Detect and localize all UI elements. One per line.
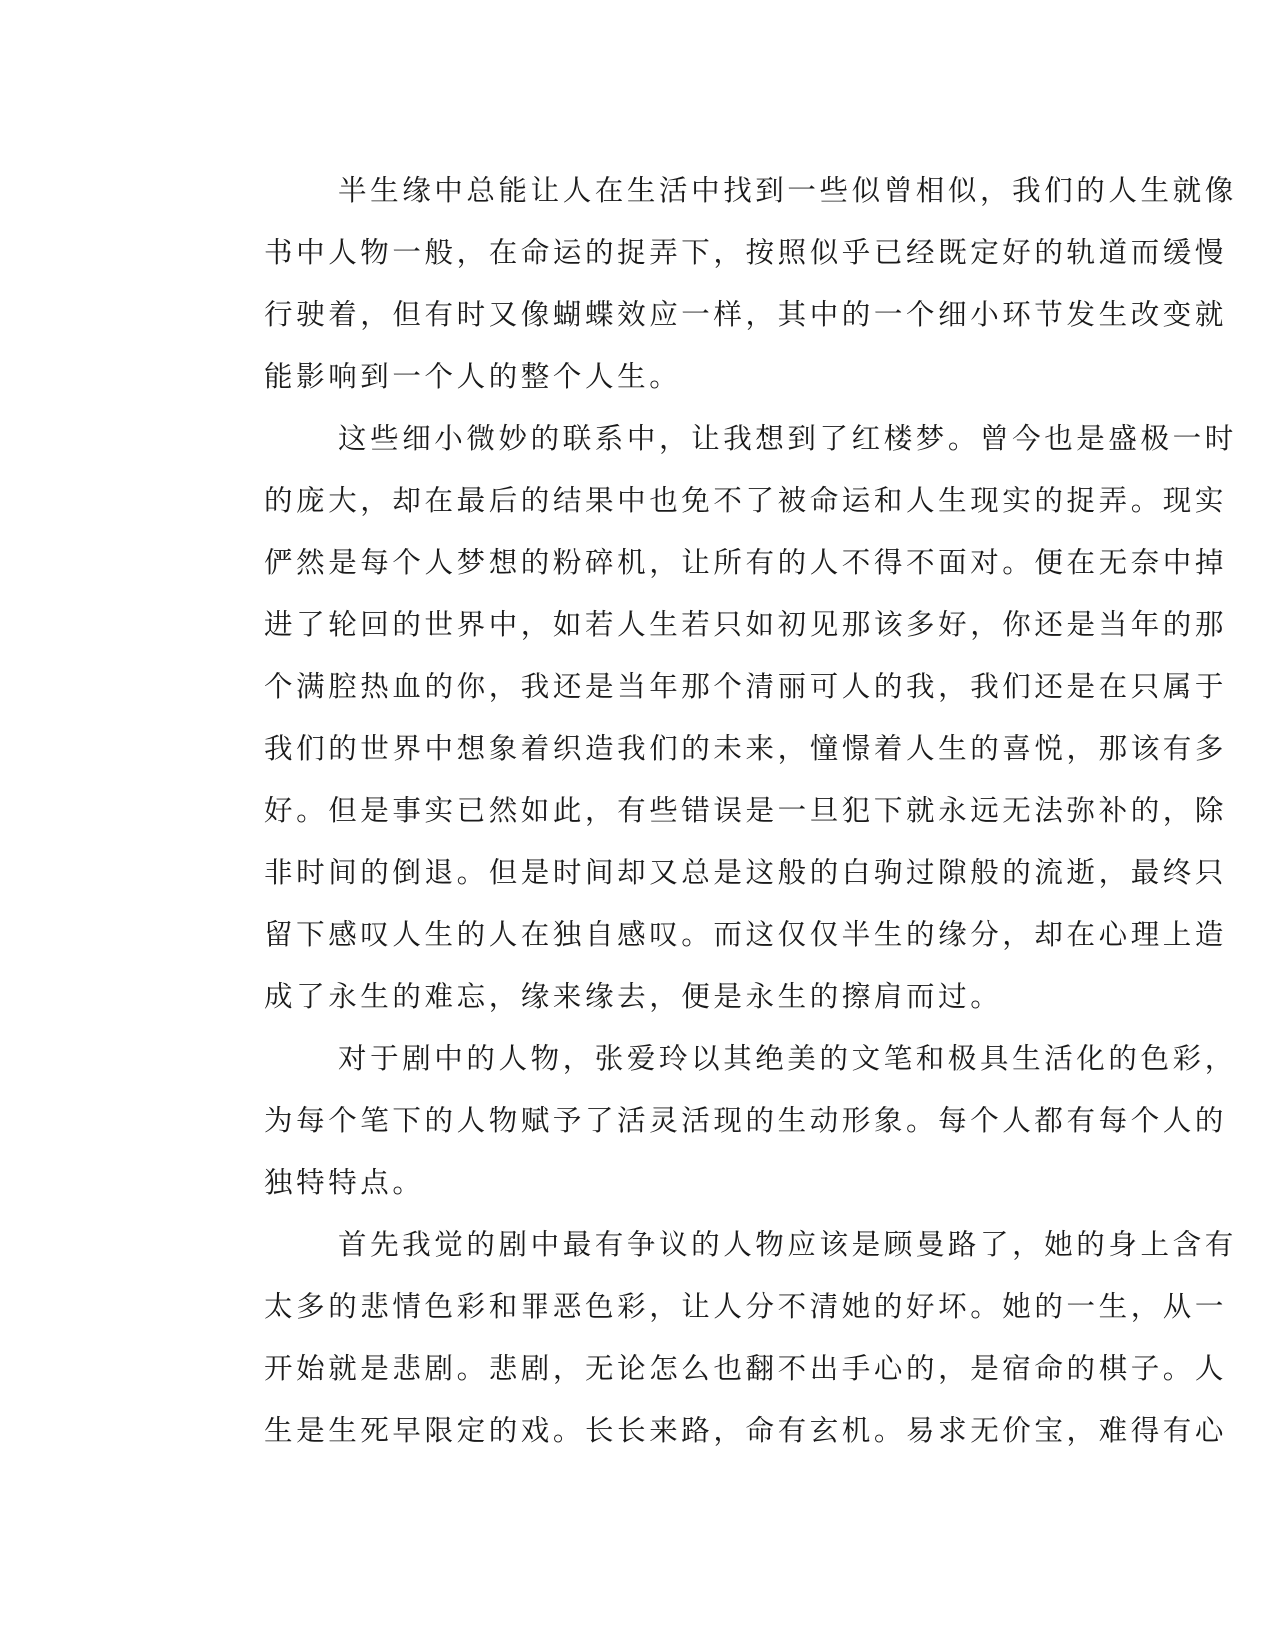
text-line: 太多的悲情色彩和罪恶色彩，让人分不清她的好坏。她的一生，从一 [264, 1290, 1228, 1323]
paragraph-1 [190, 160, 1237, 408]
text-line: 个满腔热血的你，我还是当年那个清丽可人的我，我们还是在只属于 [264, 670, 1228, 703]
text-line: 开始就是悲剧。悲剧，无论怎么也翻不出手心的，是宿命的棋子。人 [264, 1352, 1228, 1385]
text-line: 行驶着，但有时又像蝴蝶效应一样，其中的一个细小环节发生改变就 [264, 298, 1228, 331]
text-line: 能影响到一个人的整个人生。 [264, 360, 682, 393]
text-line: 进了轮回的世界中，如若人生若只如初见那该多好，你还是当年的那 [264, 608, 1228, 641]
text-line: 的庞大，却在最后的结果中也免不了被命运和人生现实的捉弄。现实 [264, 484, 1228, 517]
text-line: 独特特点。 [264, 1166, 425, 1199]
text-line: 半生缘中总能让人在生活中找到一些似曾相似，我们的人生就像 [338, 174, 1237, 207]
text-line: 生是生死早限定的戏。长长来路，命有玄机。易求无价宝，难得有心 [264, 1414, 1228, 1447]
text-line: 对于剧中的人物，张爱玲以其绝美的文笔和极具生活化的色彩， [338, 1042, 1237, 1075]
text-line: 非时间的倒退。但是时间却又总是这般的白驹过隙般的流逝，最终只 [264, 856, 1228, 889]
text-line: 留下感叹人生的人在独自感叹。而这仅仅半生的缘分，却在心理上造 [264, 918, 1228, 951]
paragraph-4 [190, 1214, 1237, 1462]
text-line: 这些细小微妙的联系中，让我想到了红楼梦。曾今也是盛极一时 [338, 422, 1237, 455]
paragraph-2 [190, 408, 1237, 1028]
body-text [190, 160, 1237, 1462]
paragraph-3 [190, 1028, 1237, 1214]
text-line: 成了永生的难忘，缘来缘去，便是永生的擦肩而过。 [264, 980, 1003, 1013]
text-line: 我们的世界中想象着织造我们的未来，憧憬着人生的喜悦，那该有多 [264, 732, 1228, 765]
text-line: 为每个笔下的人物赋予了活灵活现的生动形象。每个人都有每个人的 [264, 1104, 1228, 1137]
text-line: 首先我觉的剧中最有争议的人物应该是顾曼路了，她的身上含有 [338, 1228, 1237, 1261]
text-line: 好。但是事实已然如此，有些错误是一旦犯下就永远无法弥补的，除 [264, 794, 1228, 827]
text-line: 俨然是每个人梦想的粉碎机，让所有的人不得不面对。便在无奈中掉 [264, 546, 1228, 579]
text-line: 书中人物一般，在命运的捉弄下，按照似乎已经既定好的轨道而缓慢 [264, 236, 1228, 269]
